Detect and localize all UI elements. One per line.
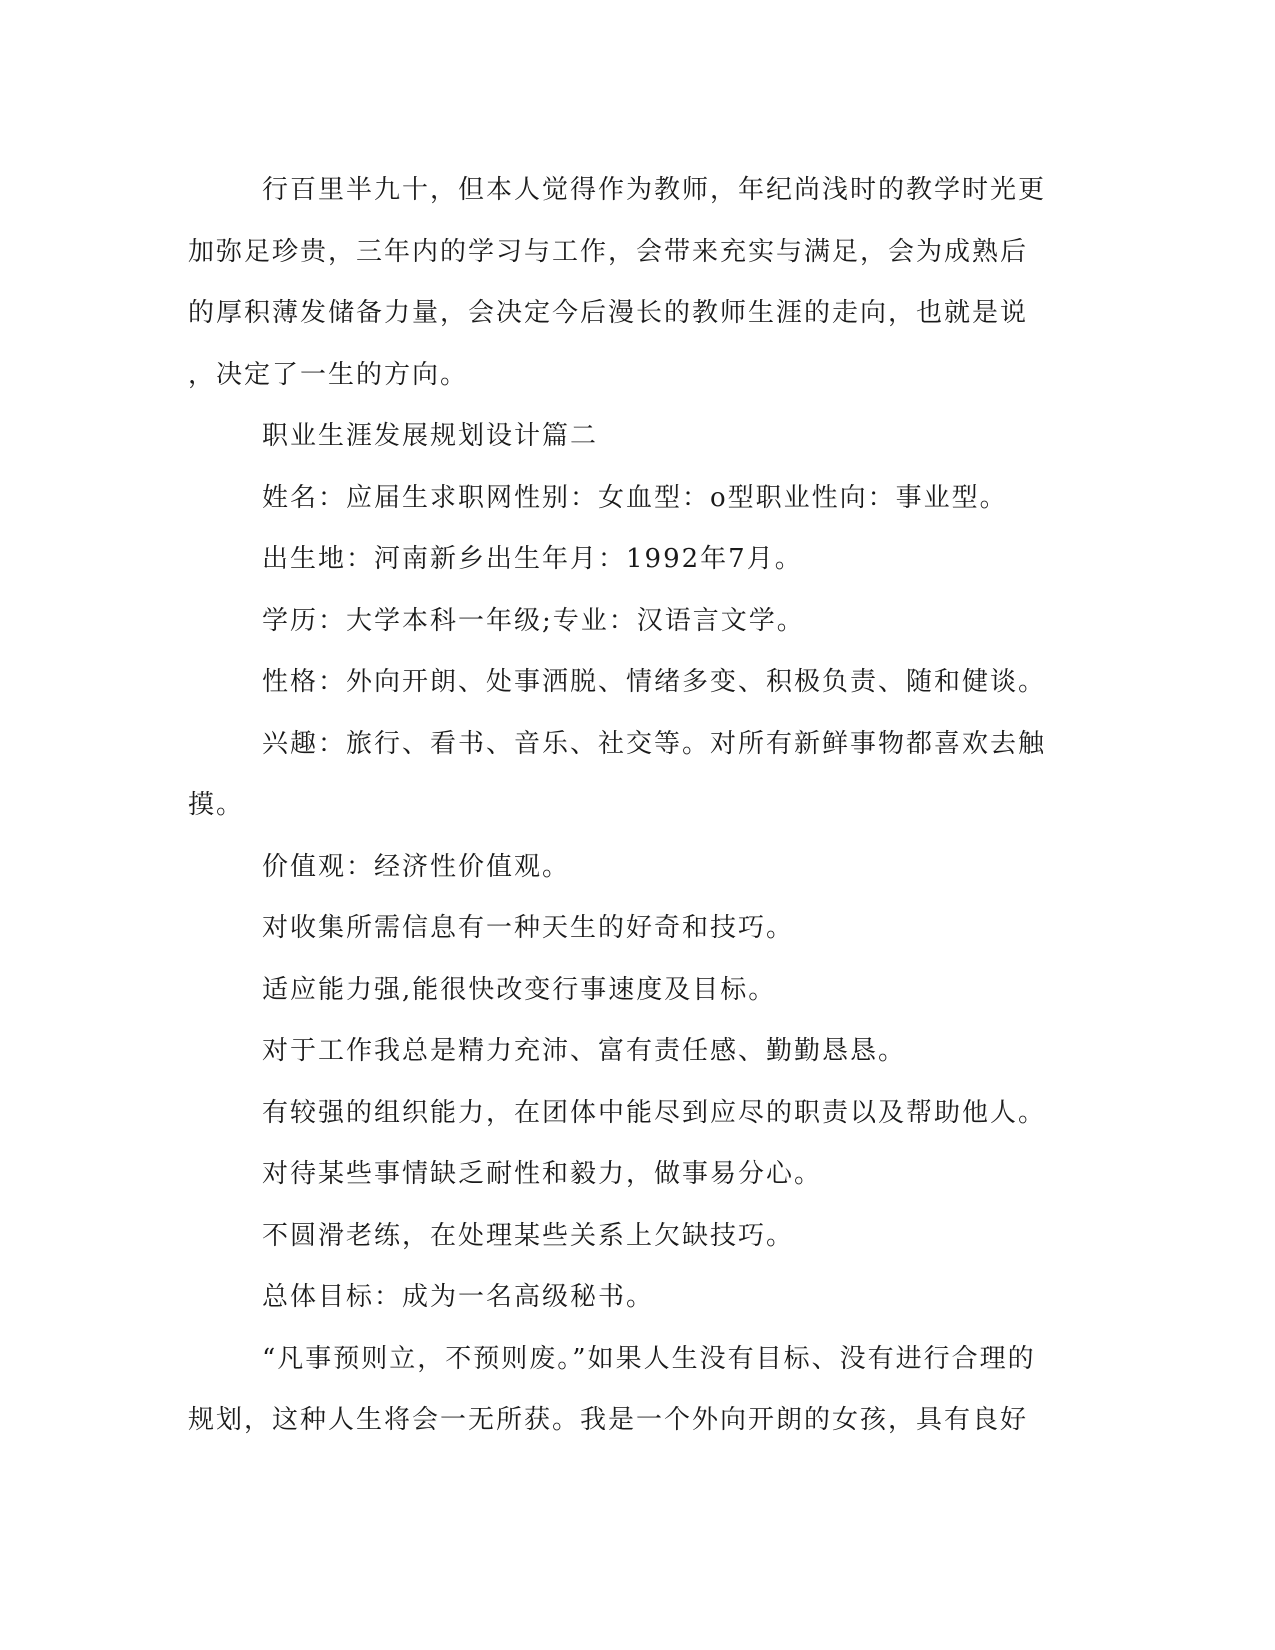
text-line: ，决定了一生的方向。 [188, 359, 469, 390]
text-line: 规划，这种人生将会一无所获。我是一个外向开朗的女孩，具有良好 [188, 1405, 1029, 1435]
text-line: 有较强的组织能力，在团体中能尽到应尽的职责以及帮助他人。 [262, 1097, 1047, 1128]
paragraph [188, 591, 1068, 653]
text-line: 职业生涯发展规划设计篇二 [262, 421, 599, 451]
text-line: 加弥足珍贵，三年内的学习与工作，会带来充实与满足，会为成熟后 [188, 236, 1029, 267]
paragraph [188, 529, 1068, 591]
paragraph [188, 468, 1068, 530]
text-line: 姓名：应届生求职网性别：女血型：o型职业性向：事业型。 [262, 482, 1008, 513]
text-line: 对收集所需信息有一种天生的好奇和技巧。 [262, 913, 795, 943]
paragraph [188, 1206, 1068, 1268]
text-line: 学历：大学本科一年级;专业：汉语言文学。 [262, 605, 805, 636]
text-line: 出生地：河南新乡出生年月：1992年7月。 [262, 544, 803, 574]
text-line: 的厚积薄发储备力量，会决定今后漫长的教师生涯的走向，也就是说 [188, 298, 1029, 328]
paragraph [188, 652, 1068, 714]
text-line: 对待某些事情缺乏耐性和毅力，做事易分心。 [262, 1159, 823, 1189]
paragraph [188, 1267, 1068, 1329]
paragraph [188, 1083, 1068, 1145]
text-line: 总体目标：成为一名高级秘书。 [262, 1282, 655, 1312]
paragraph [188, 1021, 1068, 1083]
text-line: 对于工作我总是精力充沛、富有责任感、勤勤恳恳。 [262, 1036, 907, 1066]
document-body [188, 160, 1068, 1452]
paragraph [188, 406, 1068, 468]
paragraph [188, 714, 1068, 837]
text-line: 不圆滑老练，在处理某些关系上欠缺技巧。 [262, 1220, 795, 1251]
text-line: 摸。 [188, 790, 245, 820]
paragraph [188, 1329, 1068, 1452]
paragraph [188, 1144, 1068, 1206]
text-line: 行百里半九十，但本人觉得作为教师，年纪尚浅时的教学时光更 [262, 175, 1047, 205]
text-line: 兴趣：旅行、看书、音乐、社交等。对所有新鲜事物都喜欢去触 [262, 728, 1047, 759]
paragraph [188, 898, 1068, 960]
text-line: “凡事预则立，不预则废。”如果人生没有目标、没有进行合理的 [262, 1343, 1036, 1374]
text-line: 价值观：经济性价值观。 [262, 851, 571, 882]
paragraph [188, 960, 1068, 1022]
paragraph [188, 160, 1068, 406]
text-line: 性格：外向开朗、处事洒脱、情绪多变、积极负责、随和健谈。 [262, 667, 1047, 697]
text-line: 适应能力强,能很快改变行事速度及目标。 [262, 974, 777, 1005]
paragraph [188, 837, 1068, 899]
